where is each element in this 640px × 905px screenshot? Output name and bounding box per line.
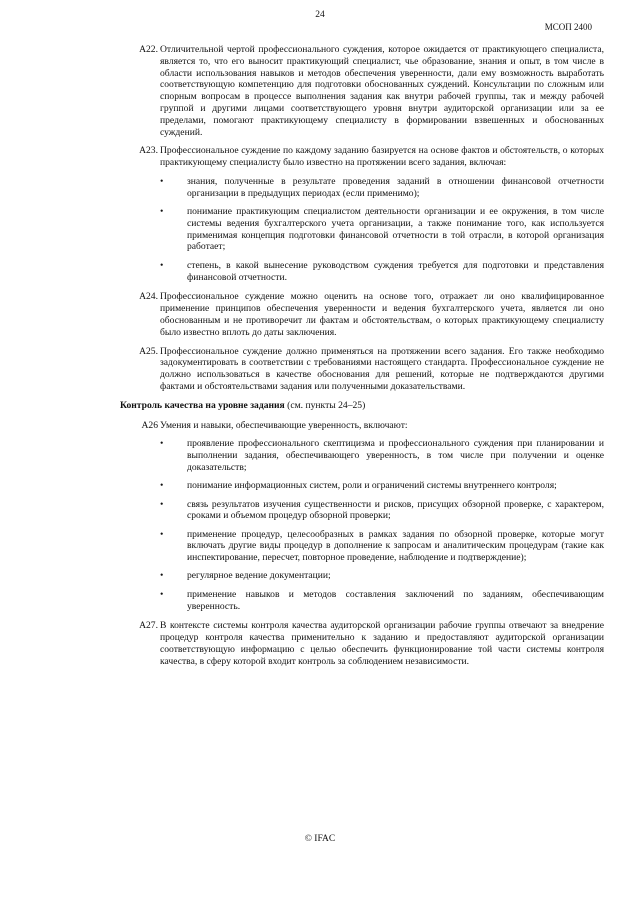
- paragraph-label: A22.: [139, 44, 158, 55]
- paragraph-label: A27.: [139, 620, 158, 632]
- paragraph-a25: [120, 346, 604, 393]
- paragraph-label: A24.: [139, 291, 158, 303]
- list-item: • понимание информационных систем, роли и ограничений системы внутреннего контроля;: [160, 480, 557, 492]
- bullet-icon: •: [160, 206, 164, 218]
- section-title: Контроль качества на уровне задания: [120, 399, 285, 411]
- page-body: [120, 44, 604, 675]
- list-item: • связь результатов изучения существенности и рисков, присущих обзорной проверке, с характером, сроками и объемом процедур обзорной проверки;: [160, 498, 604, 522]
- copyright-footer: © IFAC: [304, 834, 336, 844]
- bullet-icon: •: [160, 498, 164, 510]
- section-heading: [120, 400, 604, 412]
- paragraph-text: Умения и навыки, обеспечивающие уверенность, включают:: [160, 419, 408, 431]
- list-item: • понимание практикующим специалистом деятельности организации и ее окружения, в том числе системы ведения бухгалтерского учета организации, а также понимание того, как используется применимая концепция подготовки финансовой отчетности в той отрасли, в которой организация работает;: [160, 206, 604, 253]
- paragraph-a27: [120, 620, 604, 667]
- list-item: • знания, полученные в результате проведения заданий в отношении финансовой отчетности организации в предыдущих периодах (если применимо);: [160, 175, 604, 199]
- paragraph-text: Профессиональное суждение должно применяться на протяжении всего задания. Его также необходимо задокументировать в соответствии с требованиями настоящего стандарта. Профессиональное суждение не должно использоваться в качестве обоснования для решений, которые не подтверждаются другими фактами и обстоятельствами задания или полученными доказательствами.: [160, 345, 604, 392]
- paragraph-text: Профессиональное суждение по каждому заданию базируется на основе фактов и обстоятельств, о которых практикующему специалисту было известно на протяжении всего задания, включая:: [160, 145, 604, 169]
- list-item: • степень, в какой вынесение руководством суждения требуется для подготовки и представления финансовой отчетности.: [160, 259, 604, 283]
- paragraph-label: A23.: [139, 145, 158, 157]
- paragraph-text: Отличительной чертой профессионального суждения, которое ожидается от практикующего специалиста, является то, что его выносит практикующий специалист, чье образование, знания и опыт, в том числе в области использования навыков и методов обеспечения уверенности, дали ему возможность выработать соответствующую компетенцию для подготовки обоснованных суждений. Консультации по сложным или спорным вопросам в процессе выполнения задания как внутри рабочей группы, так и между рабочей группой и другими лицами соответствующего уровня внутри аудиторской организации или за ее пределами, помогают практикующему специалисту в формировании взвешенных и обоснованных суждений.: [160, 44, 604, 138]
- bullet-icon: •: [160, 175, 164, 187]
- bullet-icon: •: [160, 528, 164, 540]
- paragraph-a22: [120, 44, 604, 138]
- bullet-icon: •: [160, 480, 164, 492]
- paragraph-a24: [120, 291, 604, 338]
- paragraph-text: Профессиональное суждение можно оценить на основе того, отражает ли оно квалифицированное применение принципов обеспечения уверенности и ведения бухгалтерского учета, является ли оно обоснованным и не противоречит ли фактам и обстоятельствам, о которых практикующему специалисту было известно вплоть до даты заключения.: [160, 291, 604, 338]
- paragraph-label: A26: [141, 419, 158, 431]
- page-number: 24: [315, 10, 325, 20]
- list-item: • применение процедур, целесообразных в рамках задания по обзорной проверке, которые могут включать другие виды процедур в дополнение к запросам и аналитическим процедурам (такие как инспектирование, пересчет, повторное проведение, наблюдение и подтверждение);: [160, 528, 604, 564]
- bullet-icon: •: [160, 438, 164, 450]
- paragraph-text: В контексте системы контроля качества аудиторской организации рабочие группы отвечают за внедрение процедур контроля качества применительно к заданию и предоставляют аудиторской организации соответствующую информацию с целью обеспечить функционирование той части системы контроля качества, в сферу которой входит контроль за соблюдением независимости.: [160, 620, 604, 667]
- paragraph-a23: [120, 145, 604, 169]
- bullet-icon: •: [160, 570, 164, 582]
- list-item: • проявление профессионального скептицизма и профессионального суждения при планировании и выполнении задания, обеспечивающего уверенность, в том числе при получении и оценке доказательств;: [160, 438, 604, 473]
- paragraph-a26: [120, 420, 604, 432]
- list-item: • регулярное ведение документации;: [160, 570, 331, 582]
- standard-code: МСОП 2400: [544, 22, 592, 32]
- paragraph-label: A25.: [139, 345, 158, 357]
- bullet-list-a23: [120, 176, 604, 283]
- bullet-list-a26: [120, 438, 604, 612]
- bullet-icon: •: [160, 588, 164, 600]
- section-reference: (см. пункты 24–25): [287, 399, 366, 411]
- bullet-icon: •: [160, 259, 164, 271]
- list-item: • применение навыков и методов составления заключений по заданиям, обеспечивающим уверенность.: [160, 588, 604, 612]
